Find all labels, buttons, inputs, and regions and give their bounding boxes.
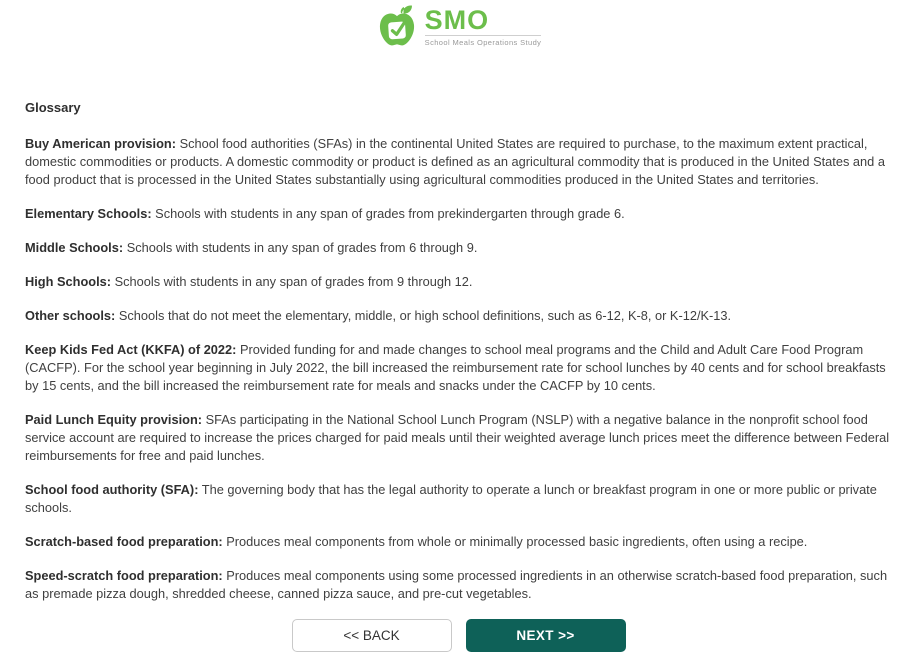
glossary-definition: Produces meal components using some processed ingredients in an otherwise scratch-based food preparation, such as premade pizza dough, shredded cheese, canned pizza sauce, and pre-cut vegetables. <box>25 568 888 601</box>
glossary-term: Speed-scratch food preparation: <box>25 568 223 583</box>
glossary-term: Scratch-based food preparation: <box>25 534 223 549</box>
glossary-entry <box>25 307 892 325</box>
glossary-term: Keep Kids Fed Act (KKFA) of 2022: <box>25 342 237 357</box>
navigation-footer <box>0 619 917 652</box>
glossary-term: Elementary Schools: <box>25 206 152 221</box>
glossary-term: Middle Schools: <box>25 240 124 255</box>
apple-checkmark-icon <box>376 5 418 48</box>
logo-title: SMO <box>424 4 490 35</box>
glossary-definition: School food authorities (SFAs) in the continental United States are required to purchase, to the maximum extent practical, domestic commodities or products. A domestic commodity or product is defined as an agricultural commodity that is produced in the United States and a food product that is processed in the United States substantially using agricultural commodities produced in the United States and territories. <box>25 136 885 187</box>
glossary-term: Buy American provision: <box>25 136 176 151</box>
logo-text <box>424 4 542 47</box>
glossary-definition: Schools with students in any span of grades from prekindergarten through grade 6. <box>155 206 625 221</box>
glossary-entry <box>25 411 892 465</box>
glossary-term: Other schools: <box>25 308 116 323</box>
back-button[interactable]: << BACK <box>292 619 452 652</box>
glossary-entry <box>25 135 892 189</box>
glossary-entry <box>25 567 892 603</box>
glossary-term: School food authority (SFA): <box>25 482 199 497</box>
smo-logo <box>376 5 542 48</box>
next-button[interactable]: NEXT >> <box>466 619 626 652</box>
logo-subtitle: School Meals Operations Study <box>425 35 542 47</box>
glossary-definition: The governing body that has the legal authority to operate a lunch or breakfast program in one or more public or private schools. <box>25 482 877 515</box>
glossary-definition: Schools with students in any span of grades from 6 through 9. <box>126 240 478 255</box>
page-header <box>0 0 917 48</box>
glossary-entry <box>25 341 892 395</box>
glossary-heading: Glossary <box>25 100 81 115</box>
glossary-entry <box>25 205 892 223</box>
glossary-definition: Produces meal components from whole or minimally processed basic ingredients, often using a recipe. <box>226 534 808 549</box>
glossary-term: High Schools: <box>25 274 112 289</box>
glossary-entry <box>25 239 892 257</box>
glossary-definition: SFAs participating in the National School Lunch Program (NSLP) with a negative balance in the nonprofit school food service account are required to increase the prices charged for paid meals until their weighted average lunch prices meet the difference between Federal reimbursements for free and paid lunches. <box>25 412 890 463</box>
glossary-definition: Provided funding for and made changes to school meal programs and the Child and Adult Care Food Program (CACFP). For the school year beginning in July 2022, the bill increased the reimbursement rate for school lunches by 40 cents and for school breakfasts by 15 cents, and the bill increased the reimbursement rate for meals and snacks under the CACFP by 10 cents. <box>25 342 886 393</box>
glossary-term: Paid Lunch Equity provision: <box>25 412 203 427</box>
glossary-entry <box>25 533 892 551</box>
glossary-entry <box>25 273 892 291</box>
glossary-content <box>0 100 917 603</box>
glossary-definition: Schools with students in any span of grades from 9 through 12. <box>114 274 473 289</box>
glossary-entry <box>25 481 892 517</box>
glossary-definition: Schools that do not meet the elementary, middle, or high school definitions, such as 6-12, K-8, or K-12/K-13. <box>118 308 732 323</box>
